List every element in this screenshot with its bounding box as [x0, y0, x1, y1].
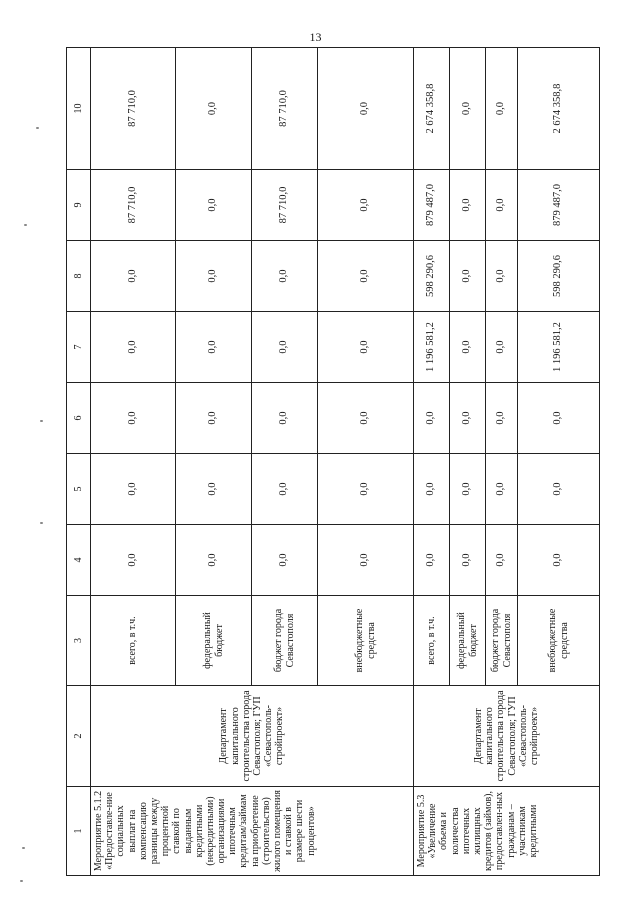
executor-cell: Департамент капитального строительства города Севастополя; ГУП «Севастополь-стройпроект»: [414, 686, 600, 787]
value-cell: 0,0: [91, 312, 176, 383]
value-cell: 87 710,0: [91, 170, 176, 241]
measure-description: Мероприятие 5.1.2 «Предоставле-ние социальных выплат на компенсацию разницы между процентной ставкой по выданным кредитными (некредитными) организациями ипотечным кредитам/займам на приобретение (строительство) жилого помещения и ставкой в размере шести процентов»: [91, 787, 414, 876]
scan-speck: [22, 847, 25, 849]
funding-source: всего, в т.ч.: [91, 596, 176, 686]
value-cell: 0,0: [486, 383, 518, 454]
table-row: [91, 48, 176, 876]
col-header: 9: [67, 170, 91, 241]
value-cell: 0,0: [414, 383, 450, 454]
value-cell: 0,0: [91, 454, 176, 525]
value-cell: 0,0: [252, 383, 318, 454]
scan-speck: [24, 224, 27, 226]
funding-source: внебюджетные средства: [318, 596, 414, 686]
value-cell: 598 290,6: [414, 241, 450, 312]
value-cell: 0,0: [318, 241, 414, 312]
value-cell: 1 196 581,2: [414, 312, 450, 383]
header-row: [67, 48, 91, 876]
value-cell: 0,0: [176, 312, 252, 383]
col-header: 10: [67, 48, 91, 170]
col-header: 5: [67, 454, 91, 525]
executor-cell: Департамент капитального строительства города Севастополя; ГУП «Севастополь-стройпроект»: [91, 686, 414, 787]
scan-speck: [40, 420, 43, 422]
value-cell: 0,0: [518, 454, 600, 525]
col-header: 4: [67, 525, 91, 596]
value-cell: 0,0: [450, 312, 486, 383]
value-cell: 0,0: [176, 383, 252, 454]
col-header: 7: [67, 312, 91, 383]
value-cell: 0,0: [91, 525, 176, 596]
measure-description: Мероприятие 5.3 «Увеличение объема и количества ипотечных жилищных кредитов (займов), предоставлен-ных гражданам – участникам кредитными: [414, 787, 600, 876]
table-row: [414, 48, 450, 876]
value-cell: 87 710,0: [252, 48, 318, 170]
value-cell: 0,0: [176, 170, 252, 241]
value-cell: 0,0: [450, 48, 486, 170]
page-number: 13: [309, 30, 322, 44]
scan-speck: [20, 880, 23, 882]
col-header: 1: [67, 787, 91, 876]
rotated-table-container: [66, 48, 570, 876]
value-cell: 0,0: [486, 48, 518, 170]
funding-source: бюджет города Севастополя: [252, 596, 318, 686]
value-cell: 0,0: [176, 454, 252, 525]
value-cell: 0,0: [318, 48, 414, 170]
value-cell: 0,0: [450, 525, 486, 596]
col-header: 8: [67, 241, 91, 312]
value-cell: 0,0: [318, 383, 414, 454]
value-cell: 0,0: [486, 525, 518, 596]
col-header: 3: [67, 596, 91, 686]
col-header: 6: [67, 383, 91, 454]
value-cell: 2 674 358,8: [518, 48, 600, 170]
value-cell: 0,0: [318, 454, 414, 525]
value-cell: 0,0: [252, 454, 318, 525]
value-cell: 0,0: [318, 312, 414, 383]
value-cell: 0,0: [414, 525, 450, 596]
value-cell: 598 290,6: [518, 241, 600, 312]
value-cell: 87 710,0: [91, 48, 176, 170]
funding-source: внебюджетные средства: [518, 596, 600, 686]
value-cell: 1 196 581,2: [518, 312, 600, 383]
value-cell: 0,0: [318, 525, 414, 596]
value-cell: 0,0: [486, 454, 518, 525]
col-header: 2: [67, 686, 91, 787]
value-cell: 0,0: [450, 170, 486, 241]
value-cell: 0,0: [486, 312, 518, 383]
value-cell: 2 674 358,8: [414, 48, 450, 170]
funding-source: всего, в т.ч.: [414, 596, 450, 686]
value-cell: 0,0: [91, 383, 176, 454]
funding-source: федеральный бюджет: [176, 596, 252, 686]
value-cell: 87 710,0: [252, 170, 318, 241]
value-cell: 0,0: [176, 241, 252, 312]
value-cell: 0,0: [176, 525, 252, 596]
budget-table: [66, 47, 600, 876]
value-cell: 0,0: [252, 241, 318, 312]
value-cell: 0,0: [414, 454, 450, 525]
value-cell: 0,0: [252, 525, 318, 596]
value-cell: 0,0: [518, 525, 600, 596]
funding-source: бюджет города Севастополя: [486, 596, 518, 686]
value-cell: 0,0: [450, 241, 486, 312]
value-cell: 0,0: [518, 383, 600, 454]
value-cell: 879 487,0: [414, 170, 450, 241]
scan-speck: [36, 127, 39, 129]
funding-source: федеральный бюджет: [450, 596, 486, 686]
value-cell: 0,0: [176, 48, 252, 170]
value-cell: 0,0: [252, 312, 318, 383]
value-cell: 0,0: [486, 241, 518, 312]
value-cell: 879 487,0: [518, 170, 600, 241]
value-cell: 0,0: [486, 170, 518, 241]
value-cell: 0,0: [91, 241, 176, 312]
value-cell: 0,0: [318, 170, 414, 241]
scan-speck: [40, 522, 43, 524]
value-cell: 0,0: [450, 383, 486, 454]
value-cell: 0,0: [450, 454, 486, 525]
